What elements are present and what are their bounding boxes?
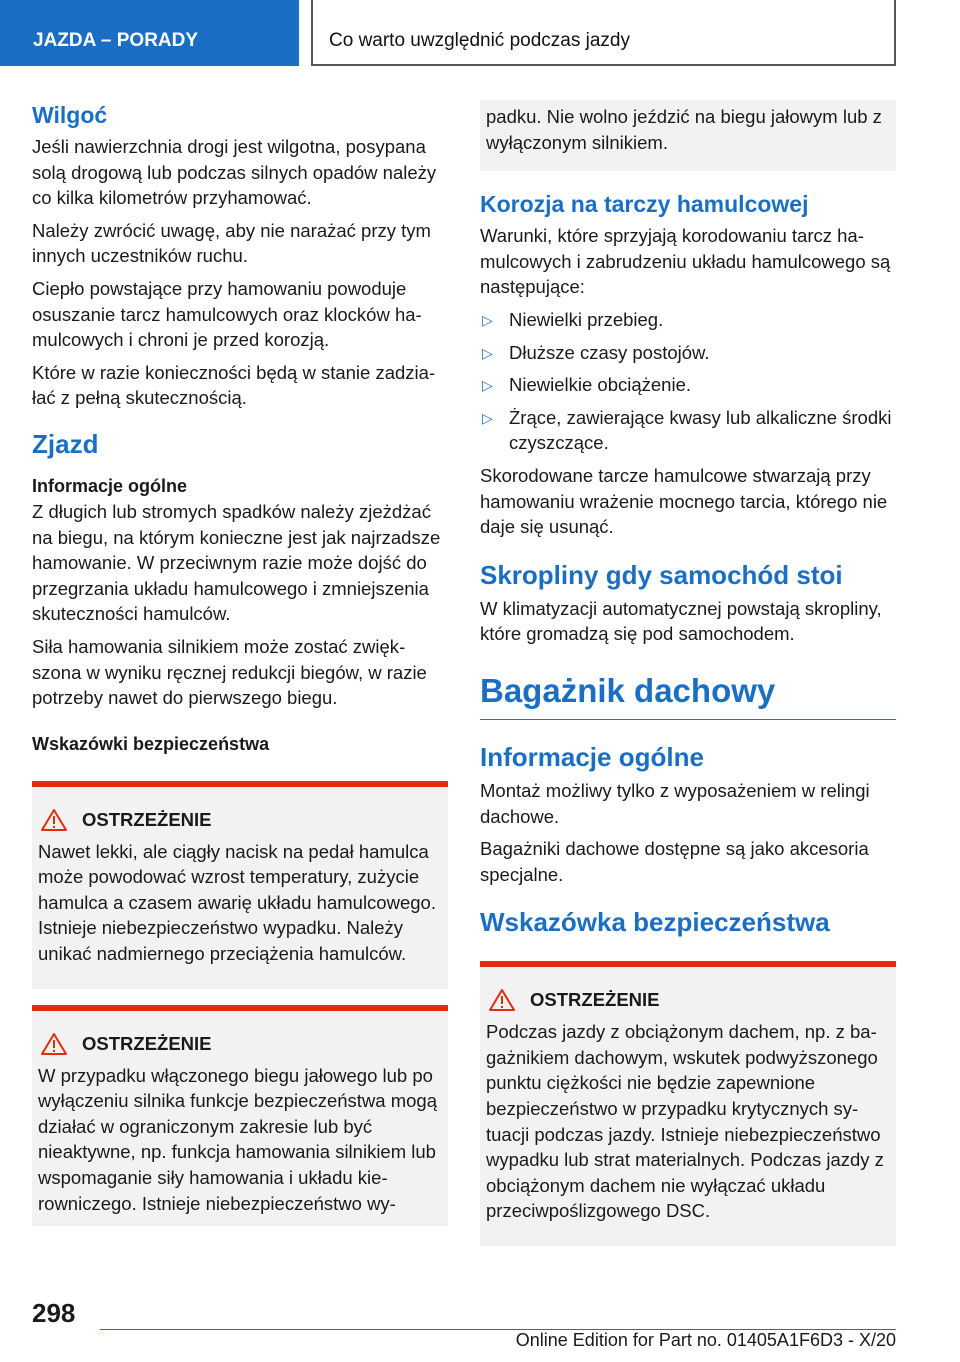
paragraph: Bagażniki dachowe dostępne są jako akcesoria specjalne. [480, 838, 869, 885]
paragraph: Warunki, które sprzyjają korodowaniu tarcz hamulcowych i zabrudzeniu układu hamulcowego są następujące: [480, 225, 891, 298]
warning-box [32, 781, 448, 989]
paragraph: W klimatyzacji automatycznej powstają skropliny, które gromadzą się pod samochodem. [480, 597, 882, 645]
triangle-right-icon: ▷ [482, 344, 493, 361]
list-item: ▷ Żrące, zawierające kwasy lub alkaliczne środki czyszczące. [482, 406, 892, 454]
paragraph: Siła hamowania silnikiem może zostać zwiększona w wyniku ręcznej redukcji biegów, w razie potrzeby nawet do pierwszego biegu. [32, 635, 427, 709]
warning-text: Nawet lekki, ale ciągły nacisk na pedał hamulca może powodować wzrost temperatury, zużycie hamulca a czasem awarię układu hamulcowego. Istnieje niebezpieczeństwo wypadku. Należy unikać nadmiernego przeciążenia hamulców. [38, 840, 436, 965]
warning-title [38, 1031, 442, 1057]
triangle-right-icon: ▷ [482, 377, 493, 394]
warning-title-text: OSTRZEŻENIE [82, 1032, 212, 1054]
edition-text: Online Edition for Part no. 01405A1F6D3 - X/20 [515, 1330, 896, 1350]
heading-korozja: Korozja na tarczy hamulcowej [480, 191, 809, 218]
right-column [480, 100, 896, 1260]
warning-triangle-icon [488, 988, 516, 1012]
warning-title-text: OSTRZEŻENIE [82, 808, 212, 830]
warning-text: padku. Nie wolno jeździć na biegu jałowym lub z wyłączonym silnikiem. [486, 106, 882, 153]
page-footer [0, 1290, 960, 1362]
heading-wilgoc: Wilgoć [32, 102, 108, 128]
heading-safety: Wskazówka bezpieczeństwa [480, 907, 830, 938]
triangle-right-icon: ▷ [482, 409, 493, 426]
list-item: ▷ Niewielki przebieg. [480, 307, 896, 333]
paragraph: Jeśli nawierzchnia drogi jest wilgotna, posypana solą drogową lub podczas silnych opadów należy co kilka kilometrów przyhamować. [32, 136, 437, 209]
subheading-safety: Wskazówki bezpieczeństwa [32, 733, 270, 754]
section-tab: JAZDA – PORADY [0, 0, 299, 66]
warning-text: W przypadku włączonego biegu jałowego lub po wyłączeniu silnika funkcje bezpieczeństwa mogą działać w ograniczonym zakresie lub być nieaktywne, np. funkcja hamowania silnikiem lub wspomaganie siły hamowania i układu kierowniczego. Istnieje niebezpieczeństwo wy- [38, 1064, 437, 1214]
warning-continuation [480, 100, 896, 171]
paragraph: Ciepło powstające przy hamowaniu powoduje osuszanie tarcz hamulcowych oraz klocków hamulcowych i chroni je przed korozją. [32, 277, 422, 351]
warning-title-text: OSTRZEŻENIE [530, 989, 660, 1011]
chapter-title: Co warto uwzględnić podczas jazdy [311, 0, 896, 66]
subheading-info: Informacje ogólne [32, 475, 188, 496]
heading-info: Informacje ogólne [480, 741, 704, 772]
paragraph: Z długich lub stromych spadków należy zjeżdżać na biegu, na którym konieczne jest jak najrzadsze hamowanie. W przeciwnym razie może dojść do przegrzania układu hamulcowego i zmniejszenia skuteczności hamulców. [32, 500, 441, 625]
warning-box [32, 1005, 448, 1227]
page-header [0, 0, 960, 66]
heading-zjazd: Zjazd [32, 428, 99, 459]
paragraph: Skorodowane tarcze hamulcowe stwarzają przy hamowaniu wrażenie mocnego tarcia, którego nie daje się usunąć. [480, 464, 888, 538]
paragraph: Montaż możliwy tylko z wyposażeniem w relingi dachowe. [480, 779, 870, 827]
left-column [32, 100, 448, 1240]
heading-skropliny: Skropliny gdy samochód stoi [480, 559, 843, 590]
warning-triangle-icon [40, 1032, 68, 1056]
list-item: ▷ Dłuższe czasy postojów. [480, 340, 896, 366]
triangle-right-icon: ▷ [482, 311, 493, 328]
page-number: 298 [32, 1298, 76, 1328]
warning-text: Podczas jazdy z obciążonym dachem, np. z bagażnikiem dachowym, wskutek podwyższonego punktu ciężkości nie będzie zapewnione bezpieczeństwo w przypadku krytycznych sytuacji podczas jazdy. Istnieje niebezpieczeństwo wypadku lub strat materialnych. Podczas jazdy z obciążonym dachem nie wyłączać układu przeciwpoślizgowego DSC. [486, 1021, 884, 1222]
warning-title [486, 987, 890, 1013]
paragraph: Należy zwrócić uwagę, aby nie narażać przy tym innych uczestników ruchu. [32, 219, 431, 267]
warning-triangle-icon [40, 808, 68, 832]
warning-title [38, 807, 442, 833]
warning-box [480, 961, 896, 1246]
heading-bagaznik: Bagażnik dachowy [480, 669, 896, 720]
list-item: ▷ Niewielkie obciążenie. [480, 372, 896, 398]
bullet-list [480, 307, 896, 456]
paragraph: Które w razie konieczności będą w stanie zadziałać z pełną skutecznością. [32, 361, 436, 409]
